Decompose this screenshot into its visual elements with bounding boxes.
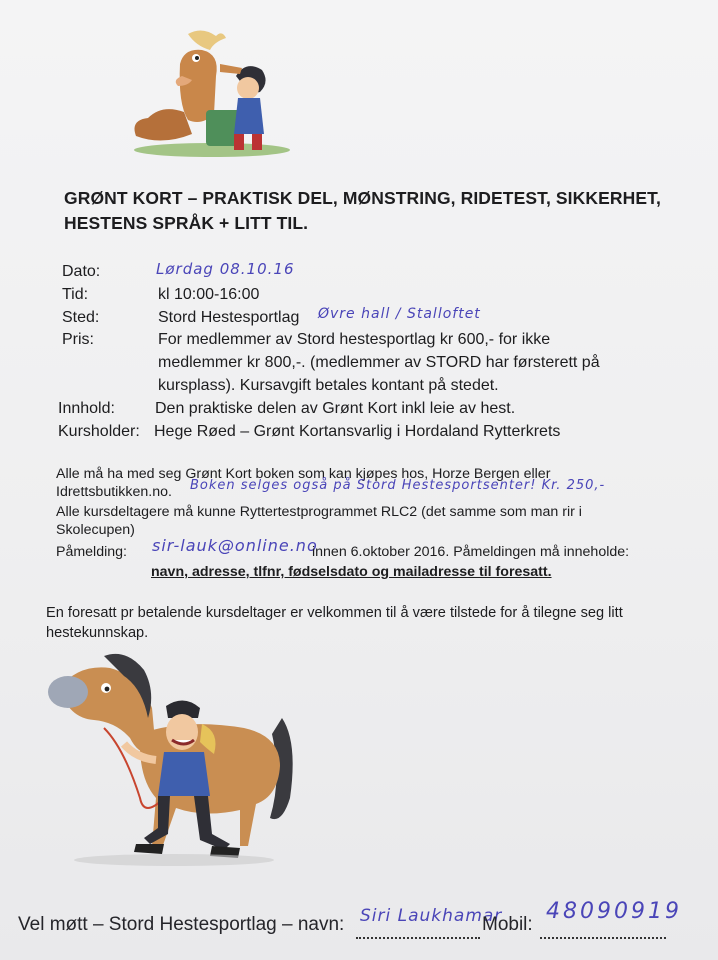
title-line-1: GRØNT KORT – PRAKTISK DEL, MØNSTRING, RIDETEST, SIKKERHET, [64,188,661,208]
sted-value: Stord Hestesportlag [158,309,300,326]
pris-line-1: For medlemmer av Stord hestesportlag kr 600,- for ikke [158,331,551,348]
parent-note-line-2: hestekunnskap. [46,625,149,641]
pamelding-required-info: navn, adresse, tlfnr, fødselsdato og mailadresse til foresatt. [151,564,552,580]
sted-handwritten: Øvre hall / Stalloftet [318,306,481,322]
flyer-title [64,186,664,236]
info-line-1: Alle må ha med seg Grønt Kort boken som kan kjøpes hos, Horze Bergen eller [56,466,551,482]
footer-mobil-handwritten: 48090919 [546,899,682,924]
pris-line-3: kursplass). Kursavgift betales kontant på stedet. [158,377,499,394]
footer-name-dotted-line [356,926,480,944]
pris-label: Pris: [62,331,94,348]
info-line-3: Alle kursdeltagere må kunne Ryttertestprogrammet RLC2 (det samme som man rir i [56,504,582,520]
innhold-label: Innhold: [58,400,115,417]
innhold-value: Den praktiske delen av Grønt Kort inkl leie av hest. [155,400,516,417]
pris-line-2: medlemmer kr 800,-. (medlemmer av STORD har førsterett på [158,354,600,371]
footer-mobil-label: Mobil: [482,914,533,935]
pamelding-deadline: innen 6.oktober 2016. Påmeldingen må inneholde: [312,544,630,560]
tid-label: Tid: [62,286,89,303]
info-line-4: Skolecupen) [56,522,135,538]
pamelding-email-handwritten: sir-lauk@online.no [152,536,318,555]
kursholder-value: Hege Røed – Grønt Kortansvarlig i Hordaland Rytterkrets [154,423,561,440]
footer-name-handwritten: Siri Laukhamar [360,906,503,926]
title-line-2: HESTENS SPRÅK + LITT TIL. [64,213,309,233]
rider-leading-horse-illustration [44,648,299,870]
kursholder-label: Kursholder: [58,423,140,440]
tid-value: kl 10:00-16:00 [158,286,260,303]
info-line-2: Idrettsbutikken.no. [56,484,172,500]
parent-note-line-1: En foresatt pr betalende kursdeltager er velkommen til å være tilstede for å tilegne seg litt [46,605,623,621]
dato-value-handwritten: Lørdag 08.10.16 [156,260,295,278]
horse-and-child-illustration [122,24,302,159]
dato-label: Dato: [62,263,101,280]
sted-label: Sted: [62,309,100,326]
footer-mobil-dotted-line [540,926,666,944]
footer-signoff: Vel møtt – Stord Hestesportlag – navn: [18,914,345,935]
pamelding-label: Påmelding: [56,544,127,560]
info-line-2-handwritten: Boken selges også på Stord Hestesportsenter! Kr. 250,- [190,478,606,493]
